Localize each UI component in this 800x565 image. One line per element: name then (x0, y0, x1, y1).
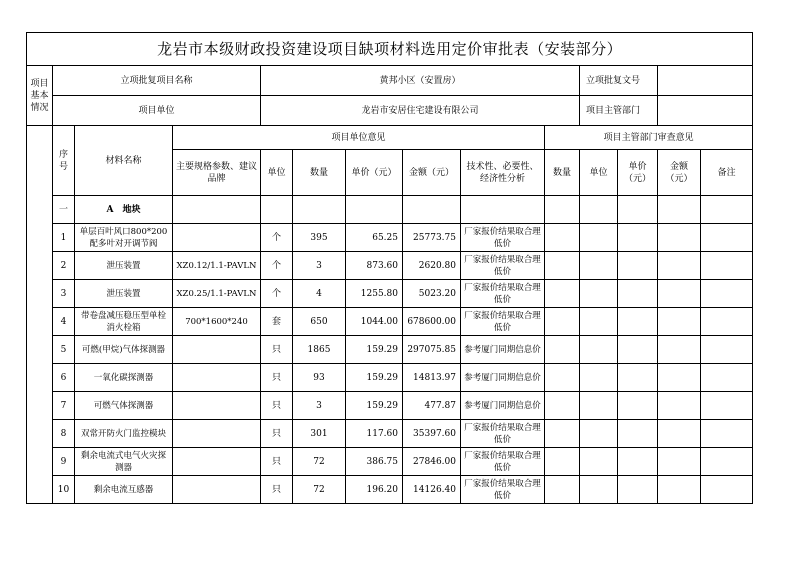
approval-name-label: 立项批复项目名称 (53, 66, 261, 96)
material-name: 一氧化碳探测器 (75, 364, 173, 392)
header-price: 单价（元） (346, 150, 403, 196)
material-name: 带卷盘减压稳压型单栓消火栓箱 (75, 308, 173, 336)
spec (173, 476, 261, 504)
analysis: 厂家报价结果取合理低价 (461, 252, 545, 280)
analysis: 参考厦门同期信息价 (461, 364, 545, 392)
analysis: 厂家报价结果取合理低价 (461, 476, 545, 504)
category-seq: 一 (53, 196, 75, 224)
table-row: 9 剩余电流式电气火灾探测器 只 72 386.75 27846.00 厂家报价结果取合理低价 (27, 448, 753, 476)
analysis: 参考厦门同期信息价 (461, 392, 545, 420)
table-row: 5 可燃(甲烷)气体探测器 只 1865 159.29 297075.85 参考厦门同期信息价 (27, 336, 753, 364)
approval-doc-value (658, 66, 753, 96)
table-row: 2 泄压装置 XZ0.12/1.1-PAVLN 个 3 873.60 2620.80 厂家报价结果取合理低价 (27, 252, 753, 280)
header-amount: 金额（元） (403, 150, 461, 196)
header-dept-unit: 单位 (580, 150, 618, 196)
material-name: 单层百叶风口800*200配多叶对开调节阀 (75, 224, 173, 252)
analysis: 参考厦门同期信息价 (461, 336, 545, 364)
category-row (27, 196, 753, 224)
analysis: 厂家报价结果取合理低价 (461, 280, 545, 308)
category-name: A 地块 (75, 196, 173, 224)
table-row: 6 一氧化碳探测器 只 93 159.29 14813.97 参考厦门同期信息价 (27, 364, 753, 392)
analysis: 厂家报价结果取合理低价 (461, 224, 545, 252)
spec (173, 420, 261, 448)
header-material: 材料名称 (75, 126, 173, 196)
spec (173, 336, 261, 364)
page-title: 龙岩市本级财政投资建设项目缺项材料选用定价审批表（安装部分） (27, 33, 753, 66)
material-name: 剩余电流式电气火灾探测器 (75, 448, 173, 476)
analysis: 厂家报价结果取合理低价 (461, 448, 545, 476)
spec (173, 392, 261, 420)
table-row: 10 剩余电流互感器 只 72 196.20 14126.40 厂家报价结果取合理低价 (27, 476, 753, 504)
project-unit-label: 项目单位 (53, 96, 261, 126)
header-dept-price: 单价（元） (618, 150, 658, 196)
approval-table (26, 32, 753, 504)
material-name: 可燃气体探测器 (75, 392, 173, 420)
left-blank-column (27, 126, 53, 504)
approval-name-value: 黄邦小区（安置房） (261, 66, 580, 96)
material-name: 双常开防火门监控模块 (75, 420, 173, 448)
material-name: 可燃(甲烷)气体探测器 (75, 336, 173, 364)
spec (173, 224, 261, 252)
table-row: 7 可燃气体探测器 只 3 159.29 477.87 参考厦门同期信息价 (27, 392, 753, 420)
section-label: 项目基本情况 (27, 66, 53, 126)
table-row: 4 带卷盘减压稳压型单栓消火栓箱 700*1600*240 套 650 1044.00 678600.00 厂家报价结果取合理低价 (27, 308, 753, 336)
project-unit-value: 龙岩市安居住宅建设有限公司 (261, 96, 580, 126)
header-remark: 备注 (701, 150, 753, 196)
header-dept-amount: 金额（元） (658, 150, 701, 196)
spec: 700*1600*240 (173, 308, 261, 336)
dept-value (658, 96, 753, 126)
spec: XZ0.12/1.1-PAVLN (173, 252, 261, 280)
header-unit-opinion: 项目单位意见 (173, 126, 545, 150)
table-row: 3 泄压装置 XZ0.25/1.1-PAVLN 个 4 1255.80 5023.20 厂家报价结果取合理低价 (27, 280, 753, 308)
analysis: 厂家报价结果取合理低价 (461, 308, 545, 336)
header-unit: 单位 (261, 150, 293, 196)
spec (173, 364, 261, 392)
header-dept-qty: 数量 (545, 150, 580, 196)
dept-label: 项目主管部门 (580, 96, 658, 126)
material-name: 泄压装置 (75, 252, 173, 280)
material-name: 泄压装置 (75, 280, 173, 308)
header-spec: 主要规格参数、建议品牌 (173, 150, 261, 196)
approval-doc-label: 立项批复文号 (580, 66, 658, 96)
table-row: 8 双常开防火门监控模块 只 301 117.60 35397.60 厂家报价结果取合理低价 (27, 420, 753, 448)
spec: XZ0.25/1.1-PAVLN (173, 280, 261, 308)
header-seq: 序号 (53, 126, 75, 196)
table-body (27, 33, 753, 504)
material-name: 剩余电流互感器 (75, 476, 173, 504)
spec (173, 448, 261, 476)
table-row: 1 单层百叶风口800*200配多叶对开调节阀 个 395 65.25 25773.75 厂家报价结果取合理低价 (27, 224, 753, 252)
header-dept-opinion: 项目主管部门审查意见 (545, 126, 753, 150)
analysis: 厂家报价结果取合理低价 (461, 420, 545, 448)
header-qty: 数量 (293, 150, 346, 196)
header-analysis: 技术性、必要性、经济性分析 (461, 150, 545, 196)
